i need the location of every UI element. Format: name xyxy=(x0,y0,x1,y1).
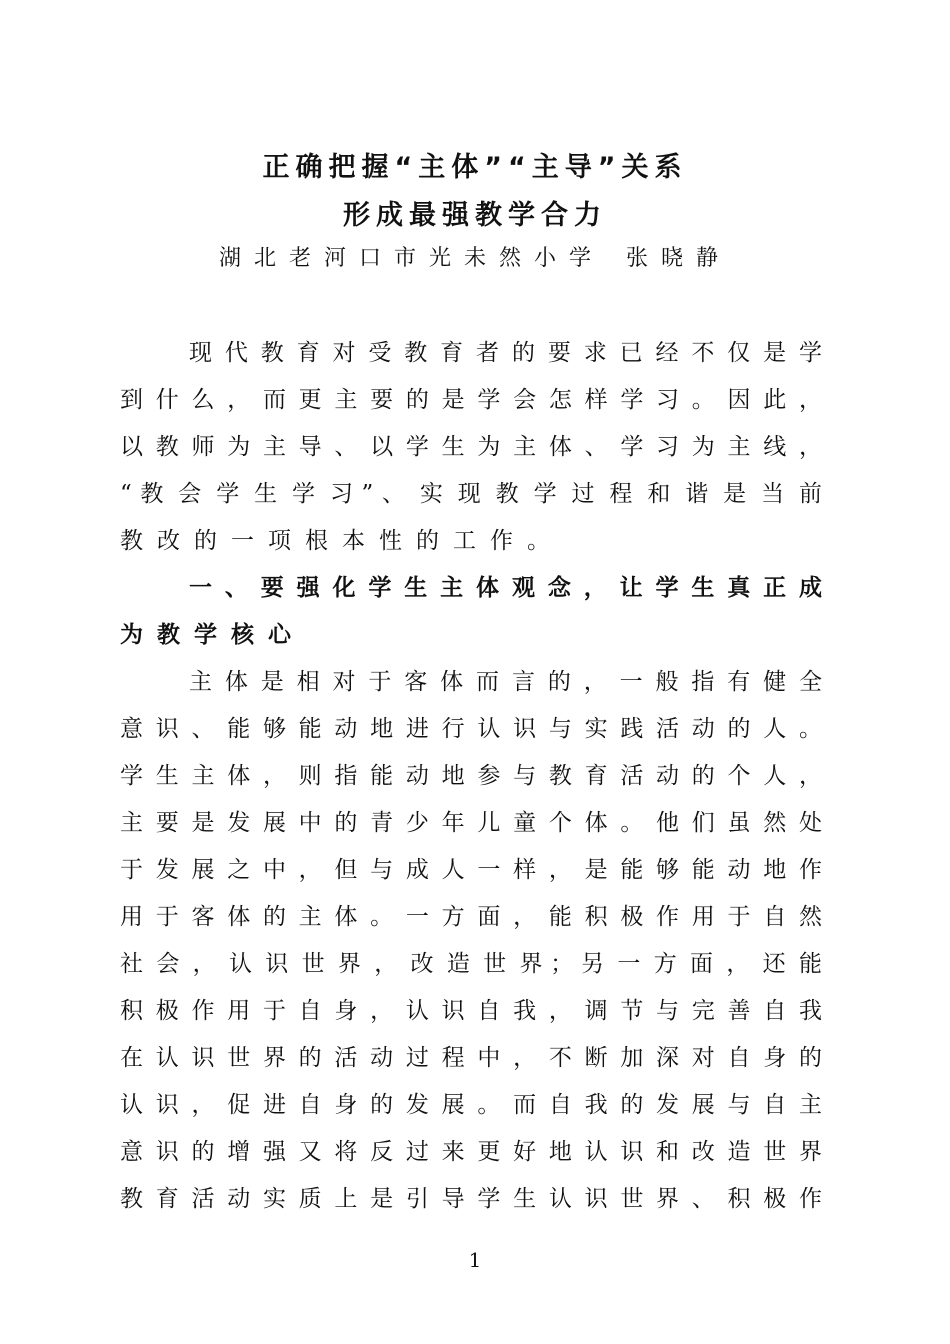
author-line xyxy=(0,241,950,272)
paragraph-3-line-10: 认 识 ， 促 进 自 身 的 发 展 。 而 自 我 的 发 展 与 自 主 xyxy=(120,1092,822,1118)
paragraph-3-line-5: 于 发 展 之 中 ， 但 与 成 人 一 样 ， 是 能 够 能 动 地 作 xyxy=(120,857,822,883)
document-body xyxy=(120,330,822,1223)
paragraph-3-line-1: 主 体 是 相 对 于 客 体 而 言 的 ， 一 般 指 有 健 全 xyxy=(189,669,822,695)
title-line-1: 正确把握“主体”“主导”关系 xyxy=(262,152,688,183)
paragraph-3-line-3: 学 生 主 体 ， 则 指 能 动 地 参 与 教 育 活 动 的 个 人 ， xyxy=(120,763,822,789)
title-line-2: 形成最强教学合力 xyxy=(343,200,607,231)
paragraph-1-line-1: 现 代 教 育 对 受 教 育 者 的 要 求 已 经 不 仅 是 学 xyxy=(189,340,822,366)
paragraph-3-line-4: 主 要 是 发 展 中 的 青 少 年 儿 童 个 体 。 他 们 虽 然 处 xyxy=(120,810,822,836)
paragraph-3-line-2: 意 识 、 能 够 能 动 地 进 行 认 识 与 实 践 活 动 的 人 。 xyxy=(120,716,822,742)
paragraph-1-line-3: 以 教 师 为 主 导 、 以 学 生 为 主 体 、 学 习 为 主 线 ， xyxy=(120,434,822,460)
paragraph-1-line-5: 教改的一项根本性的工作。 xyxy=(120,528,564,554)
author-name: 张晓静 xyxy=(626,246,732,271)
author-school: 湖北老河口市光未然小学 xyxy=(218,246,604,271)
section-heading-line-1: 一 、 要 强 化 学 生 主 体 观 念 ， 让 学 生 真 正 成 xyxy=(189,575,822,601)
paragraph-3-line-6: 用 于 客 体 的 主 体 。 一 方 面 ， 能 积 极 作 用 于 自 然 xyxy=(120,904,822,930)
paragraph-3-line-12: 教 育 活 动 实 质 上 是 引 导 学 生 认 识 世 界 、 积 极 作 xyxy=(120,1186,822,1212)
paragraph-3-line-8: 积 极 作 用 于 自 身 ， 认 识 自 我 ， 调 节 与 完 善 自 我 xyxy=(120,998,822,1024)
paragraph-3-line-7: 社 会 ， 认 识 世 界 ， 改 造 世 界 ； 另 一 方 面 ， 还 能 xyxy=(120,951,822,977)
section-heading-line-2: 为教学核心 xyxy=(120,622,305,648)
page-number: 1 xyxy=(468,1248,482,1272)
paragraph-3-line-11: 意 识 的 增 强 又 将 反 过 来 更 好 地 认 识 和 改 造 世 界 xyxy=(120,1139,822,1165)
paragraph-1-line-4: “ 教 会 学 生 学 习 ” 、 实 现 教 学 过 程 和 谐 是 当 前 xyxy=(120,481,822,507)
paragraph-1-line-2: 到 什 么 ， 而 更 主 要 的 是 学 会 怎 样 学 习 。 因 此 ， xyxy=(120,387,822,413)
paragraph-3-line-9: 在 认 识 世 界 的 活 动 过 程 中 ， 不 断 加 深 对 自 身 的 xyxy=(120,1045,822,1071)
